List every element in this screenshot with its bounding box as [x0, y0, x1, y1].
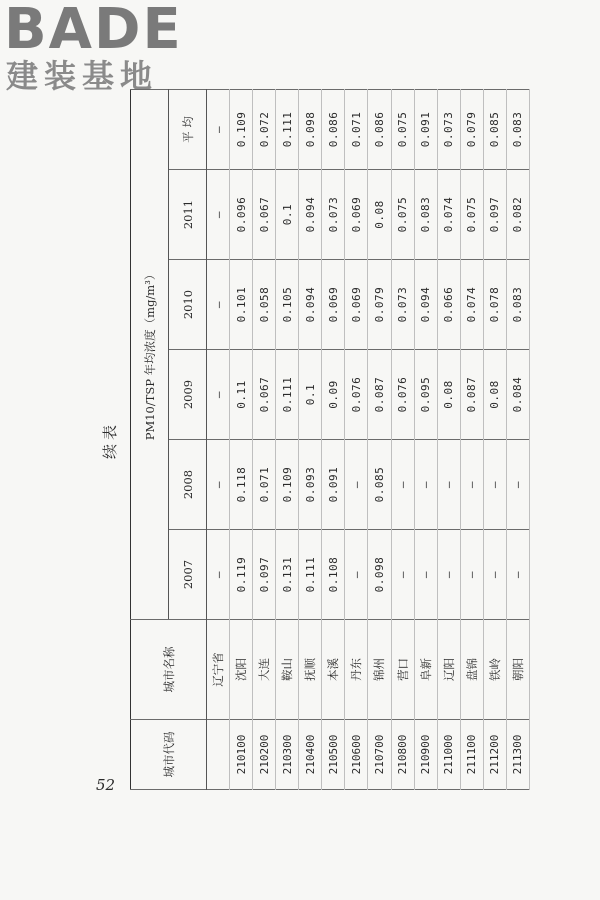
- value-cell: 0.111: [276, 350, 299, 440]
- logo-chinese-text: 建装基地: [6, 57, 159, 95]
- value-cell: 0.09: [322, 350, 345, 440]
- value-cell: 0.086: [322, 89, 345, 169]
- value-cell: 0.105: [276, 260, 299, 350]
- value-cell: 0.097: [253, 530, 276, 620]
- table-row: [207, 89, 230, 789]
- table-row: [391, 89, 414, 789]
- city-code-cell: 211100: [460, 720, 483, 790]
- city-code-cell: 210400: [299, 720, 322, 790]
- value-cell: —: [391, 440, 414, 530]
- city-code-cell: [207, 720, 230, 790]
- header-city-name: 城市名称: [131, 620, 207, 720]
- value-cell: 0.098: [368, 530, 391, 620]
- value-cell: 0.111: [299, 530, 322, 620]
- header-pm10-group: PM10/TSP 年均浓度（mg/m³）: [131, 89, 169, 619]
- value-cell: 0.071: [253, 440, 276, 530]
- table-row: [437, 89, 460, 789]
- value-cell: —: [207, 530, 230, 620]
- city-name-cell: 朝阳: [506, 620, 529, 720]
- city-code-cell: 211300: [506, 720, 529, 790]
- value-cell: 0.076: [391, 350, 414, 440]
- header-year-1: 2008: [169, 440, 207, 530]
- city-name-cell: 辽宁省: [207, 620, 230, 720]
- value-cell: —: [414, 440, 437, 530]
- value-cell: 0.08: [368, 170, 391, 260]
- header-year-2: 2009: [169, 350, 207, 440]
- value-cell: —: [345, 440, 368, 530]
- value-cell: 0.11: [230, 350, 253, 440]
- value-cell: 0.091: [414, 89, 437, 169]
- city-name-cell: 沈阳: [230, 620, 253, 720]
- value-cell: 0.069: [345, 260, 368, 350]
- value-cell: 0.075: [391, 170, 414, 260]
- value-cell: 0.109: [230, 89, 253, 169]
- value-cell: 0.098: [299, 89, 322, 169]
- value-cell: —: [207, 350, 230, 440]
- rotated-table-area: [90, 90, 530, 790]
- value-cell: 0.087: [368, 350, 391, 440]
- value-cell: 0.094: [299, 170, 322, 260]
- value-cell: 0.131: [276, 530, 299, 620]
- value-cell: —: [483, 440, 506, 530]
- page-number: 52: [96, 776, 116, 794]
- city-code-cell: 210600: [345, 720, 368, 790]
- value-cell: 0.096: [230, 170, 253, 260]
- value-cell: 0.118: [230, 440, 253, 530]
- value-cell: —: [506, 440, 529, 530]
- city-code-cell: 210700: [368, 720, 391, 790]
- table-row: [368, 89, 391, 789]
- value-cell: 0.082: [506, 170, 529, 260]
- table-row: [299, 89, 322, 789]
- value-cell: —: [437, 440, 460, 530]
- value-cell: 0.097: [483, 170, 506, 260]
- value-cell: 0.083: [506, 89, 529, 169]
- value-cell: —: [460, 440, 483, 530]
- value-cell: —: [207, 89, 230, 169]
- watermark-logo: [0, 0, 200, 100]
- value-cell: 0.083: [506, 260, 529, 350]
- value-cell: 0.1: [276, 170, 299, 260]
- city-name-cell: 盘锦: [460, 620, 483, 720]
- value-cell: 0.078: [483, 260, 506, 350]
- value-cell: 0.08: [437, 350, 460, 440]
- table-row: [345, 89, 368, 789]
- city-code-cell: 211000: [437, 720, 460, 790]
- value-cell: 0.066: [437, 260, 460, 350]
- header-year-0: 2007: [169, 530, 207, 620]
- value-cell: —: [207, 170, 230, 260]
- value-cell: 0.079: [368, 260, 391, 350]
- value-cell: 0.069: [345, 170, 368, 260]
- table-row: [322, 89, 345, 789]
- pm10-table: [130, 89, 530, 790]
- header-city-code: 城市代码: [131, 720, 207, 790]
- value-cell: —: [460, 530, 483, 620]
- city-name-cell: 抚顺: [299, 620, 322, 720]
- value-cell: 0.094: [414, 260, 437, 350]
- value-cell: 0.083: [414, 170, 437, 260]
- city-code-cell: 210500: [322, 720, 345, 790]
- value-cell: 0.074: [437, 170, 460, 260]
- table-row: [230, 89, 253, 789]
- value-cell: —: [207, 440, 230, 530]
- value-cell: —: [437, 530, 460, 620]
- value-cell: 0.069: [322, 260, 345, 350]
- value-cell: 0.091: [322, 440, 345, 530]
- header-year-4: 2011: [169, 170, 207, 260]
- value-cell: 0.079: [460, 89, 483, 169]
- value-cell: 0.075: [391, 89, 414, 169]
- logo-latin-text: BADE: [4, 0, 183, 62]
- city-name-cell: 阜新: [414, 620, 437, 720]
- city-code-cell: 210300: [276, 720, 299, 790]
- value-cell: 0.084: [506, 350, 529, 440]
- value-cell: 0.119: [230, 530, 253, 620]
- value-cell: 0.076: [345, 350, 368, 440]
- value-cell: 0.072: [253, 89, 276, 169]
- header-year-3: 2010: [169, 260, 207, 350]
- city-name-cell: 营口: [391, 620, 414, 720]
- value-cell: 0.108: [322, 530, 345, 620]
- city-name-cell: 大连: [253, 620, 276, 720]
- value-cell: 0.08: [483, 350, 506, 440]
- value-cell: 0.075: [460, 170, 483, 260]
- value-cell: 0.094: [299, 260, 322, 350]
- value-cell: 0.071: [345, 89, 368, 169]
- value-cell: —: [506, 530, 529, 620]
- city-name-cell: 锦州: [368, 620, 391, 720]
- value-cell: 0.085: [368, 440, 391, 530]
- table-row: [460, 89, 483, 789]
- value-cell: —: [345, 530, 368, 620]
- value-cell: 0.073: [322, 170, 345, 260]
- value-cell: —: [414, 530, 437, 620]
- value-cell: 0.093: [299, 440, 322, 530]
- city-name-cell: 鞍山: [276, 620, 299, 720]
- value-cell: 0.111: [276, 89, 299, 169]
- value-cell: 0.067: [253, 170, 276, 260]
- value-cell: 0.085: [483, 89, 506, 169]
- city-name-cell: 本溪: [322, 620, 345, 720]
- city-name-cell: 辽阳: [437, 620, 460, 720]
- value-cell: —: [391, 530, 414, 620]
- table-row: [414, 89, 437, 789]
- value-cell: 0.074: [460, 260, 483, 350]
- city-code-cell: 211200: [483, 720, 506, 790]
- value-cell: 0.073: [391, 260, 414, 350]
- table-row: [253, 89, 276, 789]
- value-cell: 0.1: [299, 350, 322, 440]
- city-code-cell: 210200: [253, 720, 276, 790]
- value-cell: 0.058: [253, 260, 276, 350]
- city-code-cell: 210900: [414, 720, 437, 790]
- value-cell: 0.101: [230, 260, 253, 350]
- city-code-cell: 210100: [230, 720, 253, 790]
- table-row: [483, 89, 506, 789]
- table-row: [506, 89, 529, 789]
- table-caption: 续表: [101, 421, 119, 460]
- value-cell: —: [207, 260, 230, 350]
- city-code-cell: 210800: [391, 720, 414, 790]
- value-cell: 0.095: [414, 350, 437, 440]
- value-cell: 0.067: [253, 350, 276, 440]
- value-cell: 0.109: [276, 440, 299, 530]
- value-cell: 0.086: [368, 89, 391, 169]
- value-cell: —: [483, 530, 506, 620]
- city-name-cell: 丹东: [345, 620, 368, 720]
- value-cell: 0.073: [437, 89, 460, 169]
- header-year-5: 平 均: [169, 89, 207, 169]
- table-row: [276, 89, 299, 789]
- value-cell: 0.087: [460, 350, 483, 440]
- city-name-cell: 铁岭: [483, 620, 506, 720]
